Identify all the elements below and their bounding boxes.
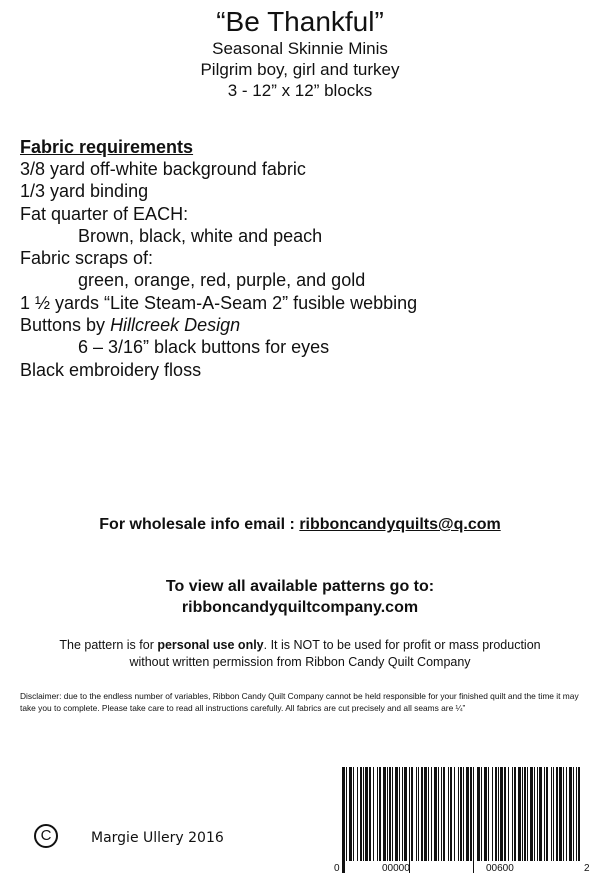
- fabric-floss: Black embroidery floss: [20, 359, 202, 380]
- barcode-bar: [450, 767, 452, 861]
- barcode-bar: [477, 767, 480, 861]
- barcode-bar: [460, 767, 462, 861]
- barcode-bar: [342, 767, 345, 873]
- barcode-bar: [357, 767, 358, 861]
- barcode-bars: [334, 767, 592, 879]
- barcode-bar: [373, 767, 374, 861]
- barcode-bar: [365, 767, 368, 861]
- barcode-bar: [349, 767, 352, 861]
- barcode-bar: [544, 767, 545, 861]
- barcode-bar: [383, 767, 386, 861]
- buttons-brand: Hillcreek Design: [110, 315, 241, 336]
- barcode-bar: [488, 767, 489, 861]
- barcode-bar: [443, 767, 445, 861]
- fabric-requirements: [20, 136, 590, 381]
- barcode-bar: [481, 767, 482, 861]
- barcode-digit-first: 0: [334, 863, 340, 874]
- barcode-bar: [498, 767, 499, 861]
- barcode-bar: [518, 767, 521, 861]
- barcode-bar: [556, 767, 558, 861]
- barcode-bar: [559, 767, 562, 861]
- barcode-bar: [566, 767, 567, 861]
- barcode-bar: [514, 767, 516, 861]
- barcode-bar: [508, 767, 509, 861]
- barcode-group-right: 00600: [486, 863, 514, 874]
- barcode-bar: [369, 767, 371, 861]
- barcode-bar: [411, 767, 413, 861]
- barcode-bar: [389, 767, 391, 861]
- barcode-bar: [573, 767, 574, 861]
- barcode-bar: [492, 767, 493, 861]
- barcode-bar: [399, 767, 400, 861]
- barcode-bar: [428, 767, 429, 861]
- barcode-bar: [416, 767, 417, 861]
- barcode-bar: [484, 767, 487, 861]
- barcode-bar: [392, 767, 393, 861]
- barcode-bar: [537, 767, 538, 861]
- series-name: Seasonal Skinnie Minis: [212, 39, 388, 58]
- barcode-bar: [500, 767, 503, 861]
- barcode-bar: [379, 767, 381, 861]
- barcode-bar: [576, 767, 577, 861]
- barcode-bar: [463, 767, 464, 861]
- patterns-info: [0, 576, 600, 618]
- patterns-site-link[interactable]: ribboncandyquiltcompany.com: [181, 599, 419, 616]
- barcode-bar: [539, 767, 542, 861]
- usage-part1: The pattern is for: [59, 638, 158, 652]
- fabric-buttons: [20, 314, 590, 336]
- barcode-bar: [363, 767, 364, 861]
- barcode-bar: [346, 767, 347, 861]
- barcode-bar: [553, 767, 554, 861]
- barcode-digit-last: 2: [584, 863, 590, 874]
- barcode-group-left: 00000: [382, 863, 410, 874]
- disclaimer-text: Disclaimer: due to the endless number of variables, Ribbon Candy Quilt Company cannot be held responsible for your finished quilt and the time it may take you to complete. Please take care to read all instructions carefully. All fabrics are cut precisely and all seams are ¼”: [20, 691, 579, 713]
- barcode-bar: [402, 767, 403, 861]
- barcode-bar: [431, 767, 432, 861]
- wholesale-info: [0, 514, 600, 536]
- title-block: [0, 6, 600, 101]
- wholesale-label: For wholesale info email :: [99, 516, 300, 533]
- fabric-background: 3/8 yard off-white background fabric: [20, 159, 306, 179]
- buttons-prefix: Buttons by: [20, 315, 111, 336]
- barcode-bar: [458, 767, 459, 861]
- barcode-bar: [495, 767, 497, 861]
- usage-bold: personal use only: [157, 638, 264, 652]
- barcode-bar: [424, 767, 427, 861]
- pattern-subjects: Pilgrim boy, girl and turkey: [200, 60, 400, 79]
- barcode-bar: [569, 767, 572, 861]
- barcode-bar: [473, 767, 474, 873]
- usage-part2: . It is NOT to be used for profit or mass production without written permission from Ribbon Candy Quilt Company: [129, 638, 541, 669]
- fabric-webbing: 1 ½ yards “Lite Steam-A-Seam 2” fusible webbing: [20, 292, 418, 313]
- barcode-bar: [387, 767, 388, 861]
- barcode-bar: [512, 767, 513, 861]
- barcode-bar: [470, 767, 472, 861]
- barcode-bar: [522, 767, 523, 861]
- fabric-scrap-colors: green, orange, red, purple, and gold: [78, 270, 366, 291]
- fabric-scraps: Fabric scraps of:: [20, 248, 154, 269]
- barcode-bar: [563, 767, 564, 861]
- barcode-bar: [438, 767, 439, 861]
- barcode-bar: [421, 767, 423, 861]
- fabric-binding: 1/3 yard binding: [20, 181, 149, 202]
- barcode-bar: [418, 767, 419, 861]
- wholesale-email-link[interactable]: ribboncandyquilts@q.com: [299, 516, 501, 533]
- fabric-fat-quarter: Fat quarter of EACH:: [20, 203, 189, 224]
- barcode-bar: [524, 767, 526, 861]
- barcode-bar: [360, 767, 362, 861]
- usage-notice: [40, 637, 560, 671]
- barcode-bar: [466, 767, 469, 861]
- barcode-bar: [546, 767, 548, 861]
- barcode-bar: [448, 767, 449, 861]
- barcode-bar: [434, 767, 437, 861]
- fabric-fat-quarter-colors: Brown, black, white and peach: [78, 225, 323, 246]
- fabric-buttons-detail: 6 – 3/16” black buttons for eyes: [78, 337, 330, 358]
- fabric-heading: Fabric requirements: [20, 137, 194, 157]
- barcode-bar: [504, 767, 506, 861]
- patterns-line: To view all available patterns go to:: [165, 578, 435, 595]
- pattern-title: “Be Thankful”: [216, 6, 384, 37]
- barcode-bar: [441, 767, 442, 861]
- author-credit: Margie Ullery 2016: [91, 830, 224, 846]
- barcode-bar: [404, 767, 407, 861]
- barcode: [334, 767, 592, 879]
- barcode-bar: [454, 767, 455, 861]
- barcode-bar: [353, 767, 354, 861]
- copyright-icon: C: [34, 824, 58, 848]
- barcode-bar: [578, 767, 580, 861]
- barcode-bar: [534, 767, 535, 861]
- barcode-bar: [395, 767, 398, 861]
- barcode-bar: [527, 767, 528, 861]
- barcode-bar: [551, 767, 552, 861]
- barcode-bar: [530, 767, 533, 861]
- block-info: 3 - 12” x 12” blocks: [227, 81, 373, 100]
- barcode-bar: [377, 767, 378, 861]
- barcode-bar: [409, 767, 410, 873]
